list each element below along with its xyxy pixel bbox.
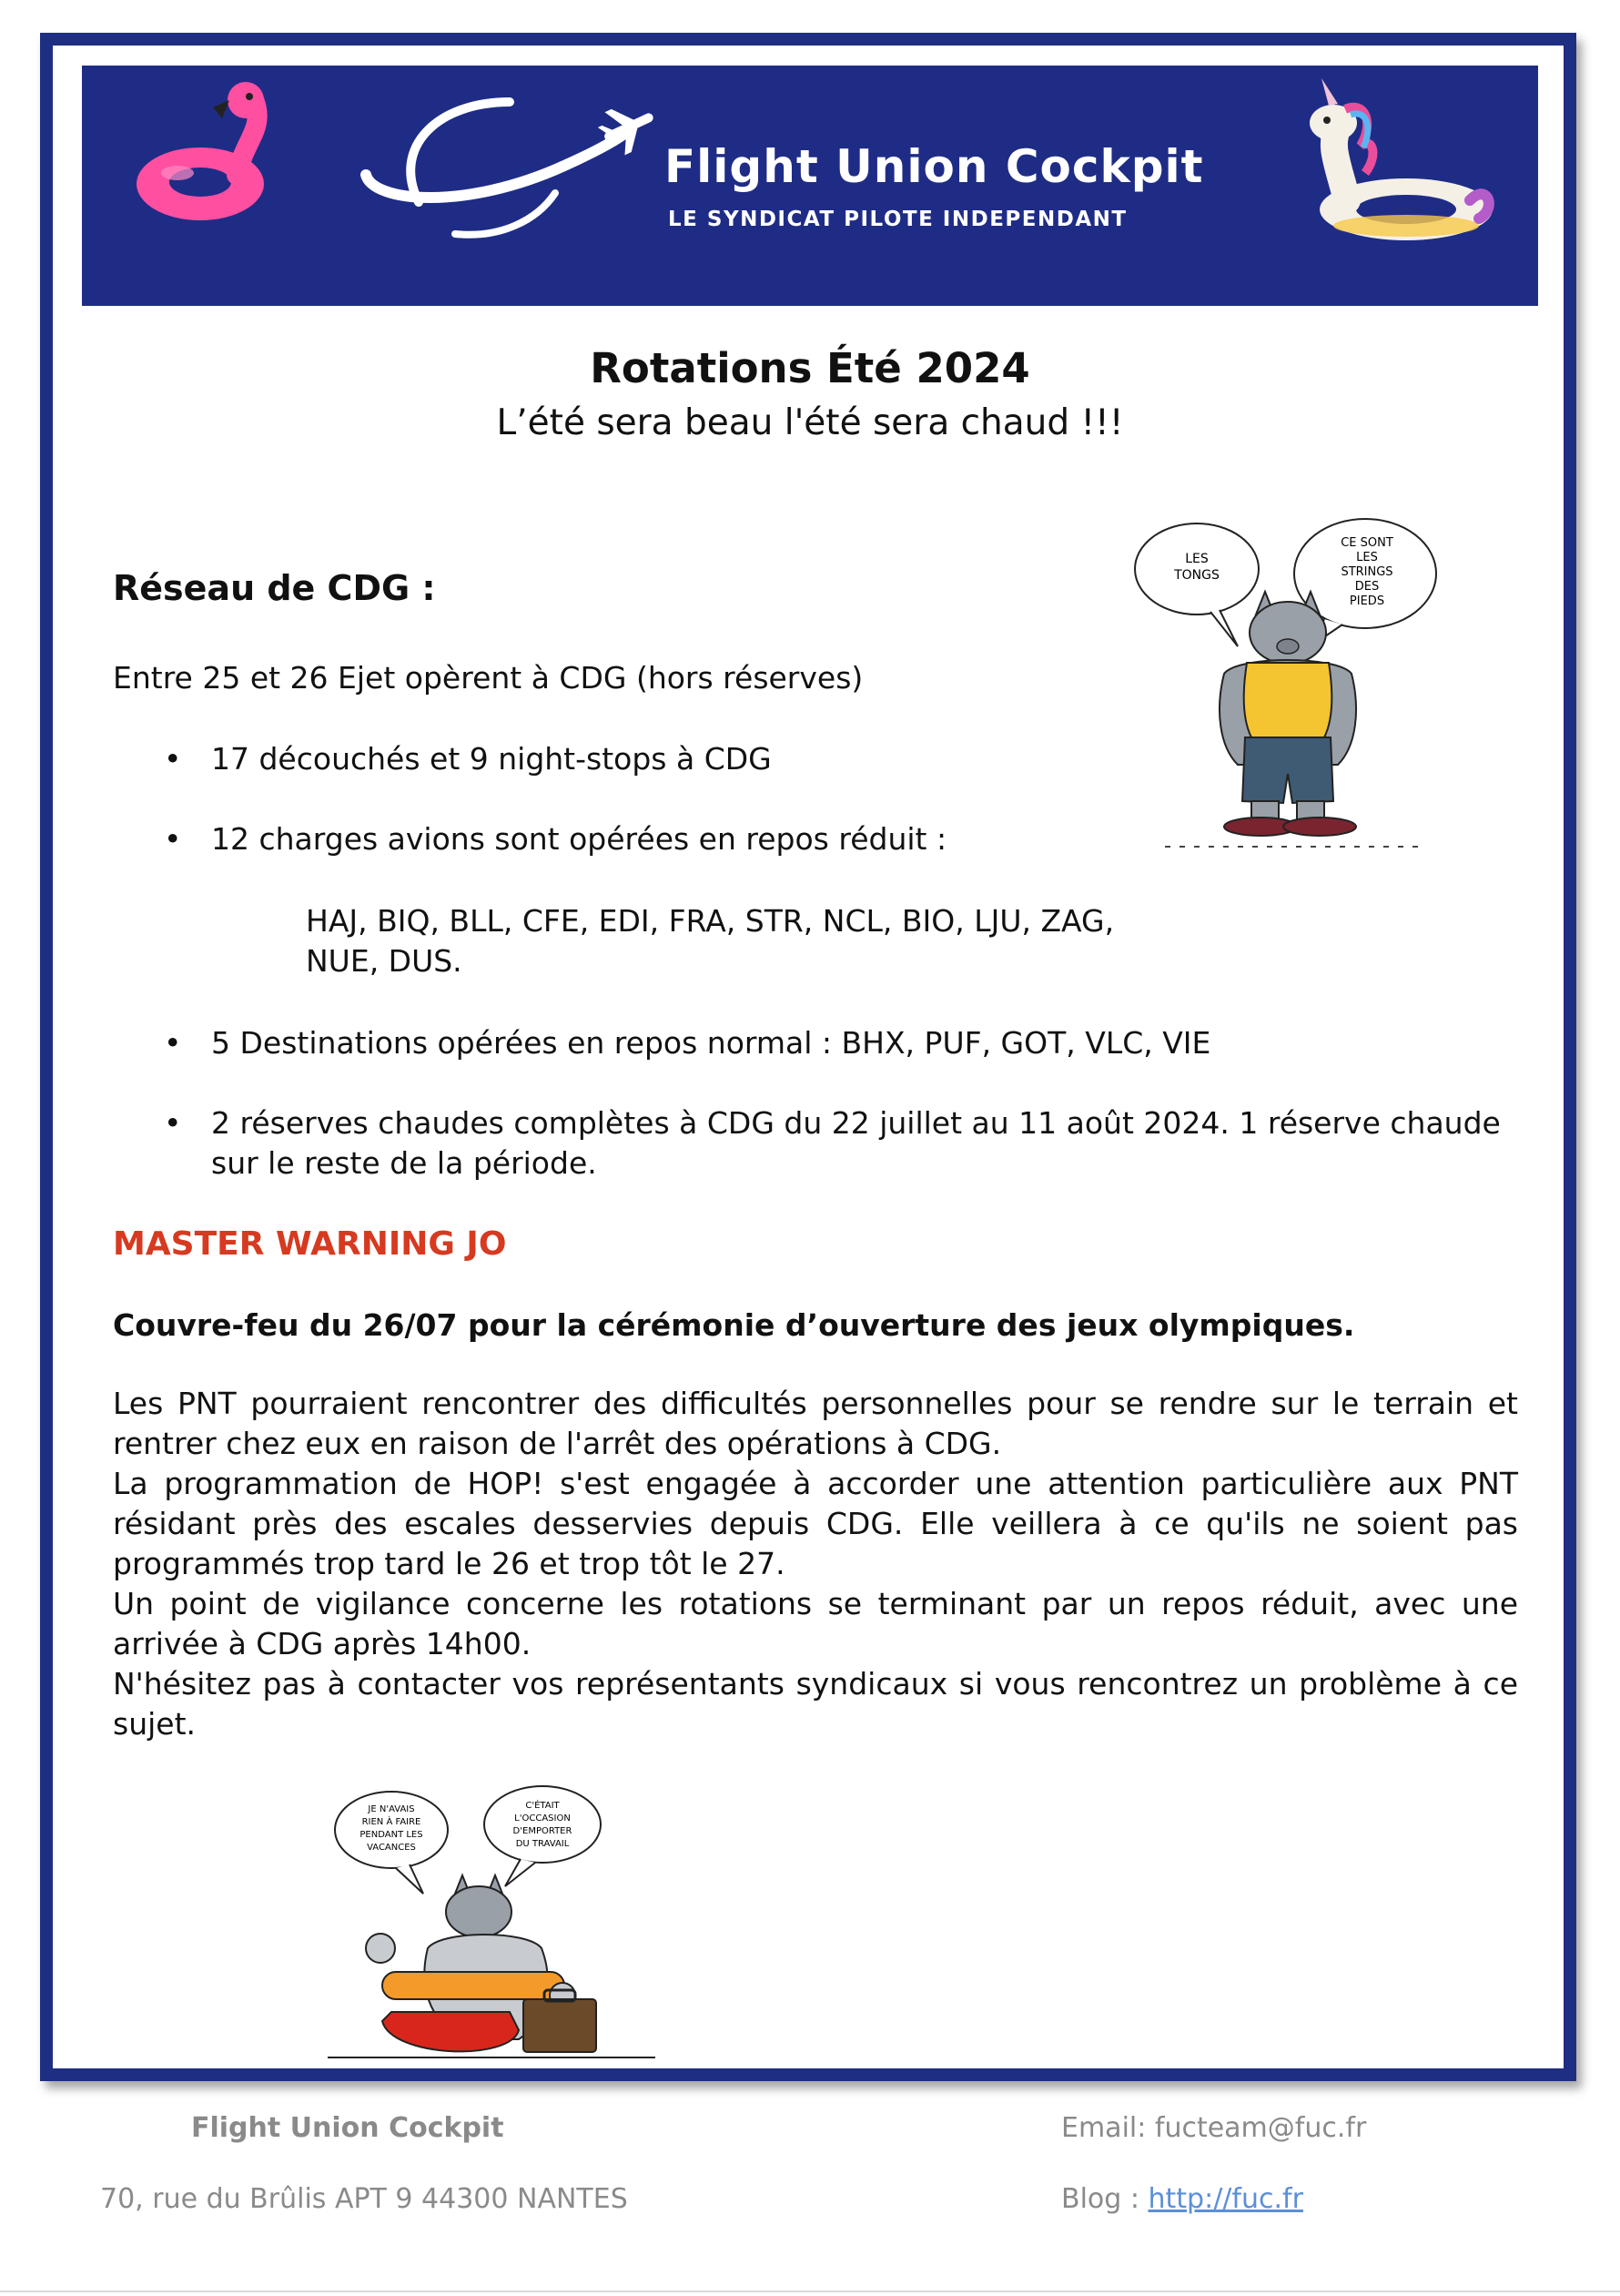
bullet-text: 12 charges avions sont opérées en repos réduit : [211, 821, 947, 857]
svg-text:DES: DES [1354, 580, 1380, 594]
body-paragraph: Les PNT pourraient rencontrer des difficultés personnelles pour se rendre sur le terrain et rentrer chez eux en raison de l'arrêt des opérations à CDG. [113, 1386, 1518, 1461]
plane-swoosh-logo [355, 84, 664, 257]
cat-suitcase-cartoon [328, 1784, 673, 2067]
footer-blog-link[interactable]: http://fuc.fr [1148, 2183, 1303, 2215]
unicorn-float-icon [1292, 73, 1502, 255]
flamingo-float-icon [127, 75, 282, 229]
network-heading: Réseau de CDG : [113, 568, 436, 608]
body-paragraph: La programmation de HOP! s'est engagée à accorder une attention particulière aux PNT résidant près des escales desservies depuis CDG. Elle veillera à ce qu'ils ne soient pas programmés trop tard le 26 et trop tôt le 27. [113, 1466, 1518, 1581]
list-item [164, 1103, 1511, 1184]
divider [0, 2291, 1620, 2292]
footer-email: Email: fucteam@fuc.fr [1061, 2112, 1367, 2144]
bullet-text: 17 découchés et 9 night-stops à CDG [211, 741, 772, 777]
svg-text:DU TRAVAIL: DU TRAVAIL [515, 1839, 570, 1849]
footer-address: 70, rue du Brûlis APT 9 44300 NANTES [100, 2183, 628, 2215]
bullet-text: 2 réserves chaudes complètes à CDG du 22 juillet au 11 août 2024. 1 réserve chaude sur le reste de la période. [211, 1105, 1501, 1181]
list-item [164, 819, 947, 859]
master-warning-label: MASTER WARNING JO [113, 1225, 507, 1263]
svg-text:D'EMPORTER: D'EMPORTER [512, 1826, 572, 1836]
warning-body [113, 1384, 1518, 1744]
top-bubble-right-text: CE SONT [1341, 536, 1393, 550]
list-item [164, 739, 772, 779]
svg-text:VACANCES: VACANCES [367, 1843, 416, 1853]
reduced-rest-airports: HAJ, BIQ, BLL, CFE, EDI, FRA, STR, NCL, BIO, LJU, ZAG, NUE, DUS. [306, 903, 1115, 979]
footer-blog [1061, 2183, 1303, 2215]
bullet-icon: • [164, 1105, 182, 1141]
top-bubble-left-text: LES [1185, 552, 1209, 566]
curfew-notice: Couvre-feu du 26/07 pour la cérémonie d’ouverture des jeux olympiques. [113, 1307, 1355, 1343]
header-banner [82, 66, 1538, 306]
bullet-icon: • [164, 741, 182, 777]
svg-text:PIEDS: PIEDS [1349, 594, 1385, 608]
brand-tagline: LE SYNDICAT PILOTE INDEPENDANT [668, 208, 1128, 231]
footer-blog-label: Blog : [1061, 2183, 1149, 2215]
footer-org-name: Flight Union Cockpit [191, 2112, 504, 2144]
bottom-bubble-left-text: JE N'AVAIS [368, 1804, 415, 1814]
bullet-text: 5 Destinations opérées en repos normal : BHX, PUF, GOT, VLC, VIE [211, 1025, 1211, 1061]
brand-name: Flight Union Cockpit [664, 140, 1204, 193]
list-item [164, 1023, 1210, 1063]
svg-text:L'OCCASION: L'OCCASION [514, 1813, 571, 1824]
bottom-bubble-right-text: C'ÉTAIT [525, 1801, 560, 1811]
document-title: Rotations Été 2024 [590, 344, 1030, 392]
bullet-icon: • [164, 821, 182, 857]
svg-text:PENDANT LES: PENDANT LES [359, 1830, 423, 1840]
svg-text:STRINGS: STRINGS [1341, 565, 1393, 579]
cat-flipflops-cartoon [1129, 510, 1447, 856]
svg-text:TONGS: TONGS [1174, 568, 1220, 583]
document-subtitle: L’été sera beau l'été sera chaud !!! [496, 402, 1124, 443]
network-intro: Entre 25 et 26 Ejet opèrent à CDG (hors réserves) [113, 660, 864, 696]
body-paragraph: N'hésitez pas à contacter vos représentants syndicaux si vous rencontrez un problème à ce sujet. [113, 1666, 1518, 1742]
bullet-icon: • [164, 1025, 182, 1061]
body-paragraph: Un point de vigilance concerne les rotations se terminant par un repos réduit, avec une arrivée à CDG après 14h00. [113, 1586, 1518, 1661]
svg-text:RIEN À FAIRE: RIEN À FAIRE [361, 1817, 421, 1827]
svg-text:LES: LES [1356, 551, 1378, 564]
